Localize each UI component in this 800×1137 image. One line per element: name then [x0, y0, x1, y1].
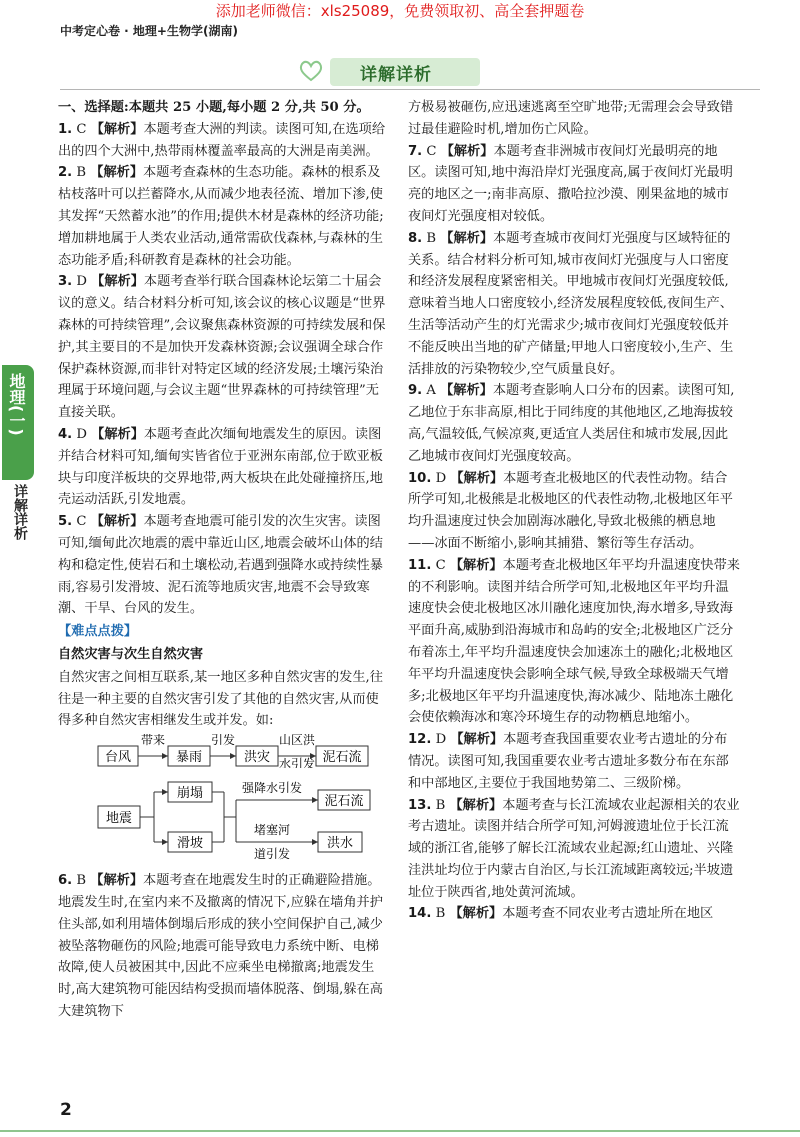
difficulty-text: 自然灾害之间相互联系,某一地区多种自然灾害的发生,往往是一种主要的自然灾害引发了其他的自然灾害,从而使得多种自然灾害相继发生或并发。如: [58, 669, 383, 729]
edge-block-river-2: 道引发 [253, 847, 291, 862]
node-debris-flow: 泥石流 [322, 750, 362, 766]
item-answer: B [426, 230, 437, 246]
side-section-label: 详解详析 [12, 484, 28, 540]
heart-icon [298, 60, 324, 82]
disaster-chain-diagram [58, 734, 390, 768]
item-number: 13. [408, 797, 432, 813]
item-number: 5. [58, 514, 73, 530]
item-number: 8. [408, 230, 423, 246]
item-tag: 【解析】 [91, 426, 144, 442]
subject-tab-label: 地理(一) [7, 373, 26, 436]
edge-trigger: 引发 [210, 734, 236, 748]
item-number: 6. [58, 873, 73, 889]
answer-item [58, 162, 390, 271]
item-text: 本题考查城市夜间灯光强度与区域特征的关系。结合材料分析可知,城市夜间灯光强度与人口密度和经济发展程度紧密相关。甲地城市夜间灯光强度较低,意味着当地人口密度较小,经济发展程度较低,夜间生产、生活等活动产生的灯光需求少;城市夜间灯光强度较低并不能反映出当地的矿产储量;甲地人口密度较小,生产、生活排放的污染物较少,空气质量良好。 [408, 230, 734, 377]
item-text: 本题考查北极地区的代表性动物。结合所学可知,北极熊是北极地区的代表性动物,北极地区年平均升温速度过快会加剧海冰融化,导致北极熊的栖息地——冰面不断缩小,影响其捕猎、繁衍等生存活动。 [408, 470, 733, 551]
answer-item [408, 380, 740, 467]
item-text: 本题考查不同农业考古遗址所在地区 [502, 906, 714, 922]
item-tag: 【解析】 [450, 732, 504, 748]
item-answer: D [76, 426, 87, 442]
promo-banner: 添加老师微信：xls25089，免费领取初、高全套押题卷 [215, 2, 585, 20]
item-text: 本题考查我国重要农业考古遗址的分布情况。读图可知,我国重要农业考古遗址多数分布在东部和中部地区,主要位于我国地势第二、三级阶梯。 [408, 732, 729, 791]
item-tag: 【解析】 [450, 470, 504, 486]
continued-text: 方极易被砸伤,应迅速逃离至空旷地带;无需理会会导致错过最佳避险时机,增加伤亡风险。 [408, 100, 734, 137]
item-number: 10. [408, 470, 432, 486]
item-text: 本题考查北极地区年平均升温速度快带来的不利影响。读图并结合所学可知,北极地区年平均升温速度快会使北极地区冰川融化速度加快,海水增多,导致海平面升高,威胁到沿海城市和岛屿的安全;北极地区广泛分布着冻土,年平均升温速度快会加速冻土的融化;北极地区年平均升温速度快会影响全球气候,导致全球极端天气增多;北极地区年平均升温速度快,海冰减少、陆地冻土融化会使依赖海冰和寒冷环境生存的动物栖息地缩小。 [408, 557, 740, 726]
item-tag: 【解析】 [440, 383, 493, 399]
item-tag: 【解析】 [90, 514, 144, 530]
answer-item [408, 228, 740, 381]
edge-heavy-rain: 强降水引发 [241, 781, 303, 796]
item-number: 14. [408, 906, 432, 922]
right-answer-list [408, 141, 740, 926]
section-intro: 一、选择题:本题共 25 小题,每小题 2 分,共 50 分。 [58, 100, 370, 115]
item-tag: 【解析】 [449, 906, 503, 922]
subject-tab [2, 365, 34, 480]
answer-item [408, 795, 740, 904]
difficulty-heading: 自然灾害与次生自然灾害 [58, 646, 204, 662]
header-divider [60, 89, 760, 90]
edge-bring: 带来 [140, 734, 166, 748]
item-tag: 【解析】 [449, 797, 503, 813]
item-number: 12. [408, 732, 432, 748]
page-number: 2 [60, 1100, 72, 1120]
answer-item [408, 555, 740, 729]
item-tag: 【解析】 [91, 274, 144, 290]
item-answer: C [426, 143, 437, 159]
item-number: 1. [58, 121, 73, 137]
item-tag: 【解析】 [440, 230, 494, 246]
answer-item [58, 511, 390, 620]
answer-item [58, 119, 390, 163]
section-title: 详解详析 [360, 65, 432, 85]
item-tag: 【解析】 [90, 121, 144, 137]
item-answer: A [426, 383, 436, 399]
answer-item-6 [58, 870, 390, 1023]
item-answer: B [76, 165, 87, 181]
answer-item [408, 729, 740, 794]
item-text: 本题考查此次缅甸地震发生的原因。读图并结合材料可知,缅甸实皆省位于亚洲东南部,位于欧亚板块与印度洋板块的交界地带,两大板块在此处碰撞挤压,地壳运动活跃,引发地震。 [58, 426, 383, 508]
edge-mountain-flood-2: 水引发 [278, 757, 316, 769]
item-answer: D [435, 732, 447, 748]
item-number: 9. [408, 383, 423, 399]
item-text: 本题考查在地震发生时的正确避险措施。地震发生时,在室内来不及撤离的情况下,应躲在墙角并护住头部,如利用墙体倒塌后形成的狭小空间保护自己,减少被坠落物砸伤的风险;地震可能导致电力系统中断、电梯故障,使人员被困其中,因此不应乘坐电梯撤离;地震发生时,高大建筑物可能因结构受损而墙体脱落、倒塌,躲在高大建筑物下 [58, 873, 383, 1019]
item-text: 本题考查举行联合国森林论坛第二十届会议的意义。结合材料分析可知,该会议的核心议题是“世界森林的可持续管理”,会议聚焦森林资源的可持续发展和保护,其主要目的不是加快开发森林资源;会议强调全球合作保护森林资源,而非针对特定区域的经济发展;土壤污染治理属于环境问题,与会议主题“世界森林的可持续管理”无直接关联。 [58, 274, 386, 421]
item-tag: 【解析】 [449, 557, 503, 573]
item-answer: C [76, 121, 87, 137]
item-answer: C [435, 557, 446, 573]
item-text: 本题考查与长江流域农业起源相关的农业考古遗址。读图并结合所学可知,河姆渡遗址位于长江流域的浙江省,能够了解长江流域农业起源;红山遗址、兴隆洼洪址均位于内蒙古自治区,与长江流域距离较远;半坡遗址位于陕西省,地处黄河流域。 [408, 797, 740, 900]
book-subtitle: 中考定心卷 · 地理+生物学(湖南) [60, 24, 238, 38]
item-text: 本题考查非洲城市夜间灯光最明亮的地区。读图可知,地中海沿岸灯光强度高,属于夜间灯光最明亮的地区之一;南非高原、撒哈拉沙漠、刚果盆地的城市夜间灯光强度相对较低。 [408, 143, 733, 224]
edge-mountain-flood: 山区洪 [278, 734, 316, 748]
item-tag: 【解析】 [440, 143, 494, 159]
node-collapse: 崩塌 [176, 786, 204, 802]
bottom-border [0, 1130, 800, 1132]
node-flood: 洪灾 [243, 750, 271, 766]
node-landslide: 滑坡 [176, 836, 204, 852]
answer-item [58, 271, 390, 424]
item-number: 7. [408, 143, 423, 159]
item-answer: D [76, 274, 87, 290]
item-tag: 【解析】 [90, 165, 144, 181]
item-text: 本题考查大洲的判读。读图可知,在选项给出的四个大洲中,热带雨林覆盖率最高的大洲是南美洲。 [58, 121, 386, 159]
node-debris-flow-2: 泥石流 [324, 794, 364, 810]
item-number: 4. [58, 426, 73, 442]
item-answer: B [76, 873, 87, 889]
difficulty-label: 【难点点拨】 [58, 624, 138, 640]
node-flood-2: 洪水 [326, 836, 354, 852]
item-text: 本题考查影响人口分布的因素。读图可知,乙地位于东非高原,相比于同纬度的其他地区,乙地海拔较高,气温较低,气候凉爽,更适宜人类居住和城市发展,因此乙地城市夜间灯光强度较高。 [408, 383, 735, 464]
earthquake-chain-diagram [58, 770, 390, 866]
item-text: 本题考查地震可能引发的次生灾害。读图可知,缅甸此次地震的震中靠近山区,地震会破坏山体的结构和稳定性,使岩石和土壤松动,若遇到强降水或持续性暴雨,容易引发滑坡、泥石流等地质灾害,地震不会导致寒潮、干旱、台风的发生。 [58, 514, 383, 617]
answer-item [58, 424, 390, 511]
answer-item [408, 141, 740, 228]
node-typhoon: 台风 [104, 750, 132, 766]
left-answer-list [58, 119, 390, 620]
item-answer: B [435, 906, 446, 922]
item-answer: D [435, 470, 447, 486]
node-rainstorm: 暴雨 [175, 750, 203, 766]
answer-item [408, 468, 740, 555]
answer-item [408, 903, 740, 925]
item-answer: B [435, 797, 446, 813]
item-answer: C [76, 514, 87, 530]
edge-block-river: 堵塞河 [253, 823, 291, 838]
right-column [408, 97, 740, 925]
item-number: 3. [58, 274, 73, 290]
item-number: 2. [58, 165, 73, 181]
left-column [58, 97, 390, 1023]
node-earthquake: 地震 [105, 811, 133, 827]
item-tag: 【解析】 [90, 873, 144, 889]
item-text: 本题考查森林的生态功能。森林的根系及枯枝落叶可以拦蓄降水,从而减少地表径流、增加下渗,使其发挥“天然蓄水池”的作用;提供木材是森林的经济功能;增加耕地属于人类农业活动,通常需砍伐森林,与森林的生态功能矛盾;科研教育是森林的社会功能。 [58, 165, 384, 268]
item-number: 11. [408, 557, 432, 573]
